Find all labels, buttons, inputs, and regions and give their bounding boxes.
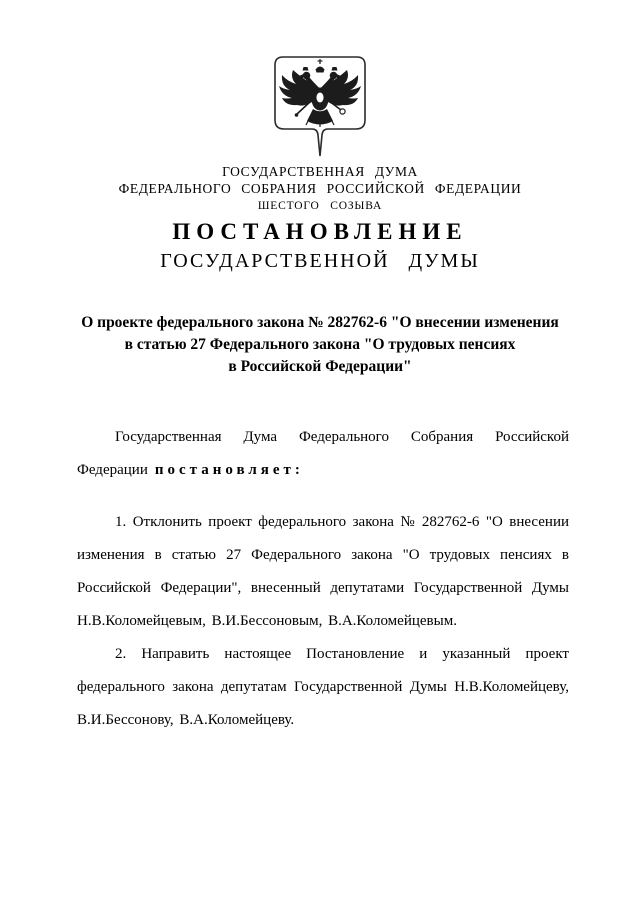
- preamble-text: Государственная Дума Федерального Собрания Российской Федерации: [77, 429, 569, 478]
- preamble-verb: постановляет:: [154, 462, 304, 478]
- resolution-item-1: 1. Отклонить проект федерального закона № 282762-6 "О внесении изменения в статью 27 Федерального закона "О трудовых пенсиях в Российской Федерации", внесенный депутатами Государственной Думы Н.В.Коломейцевым, В.И.Бессоновым, В.А.Коломейцевым.: [77, 514, 569, 629]
- subject-line-2: в статью 27 Федерального закона "О трудовых пенсиях: [124, 336, 516, 353]
- doc-type-subtitle: ГОСУДАРСТВЕННОЙ ДУМЫ: [160, 250, 480, 272]
- coat-of-arms-icon: [272, 55, 368, 159]
- organization-name-line2: ФЕДЕРАЛЬНОГО СОБРАНИЯ РОССИЙСКОЙ ФЕДЕРАЦИИ: [118, 181, 522, 196]
- subject-line-3: в Российской Федерации": [228, 358, 412, 375]
- letterhead: [0, 163, 640, 214]
- resolution-body: [77, 421, 569, 737]
- document-type-heading: [0, 218, 640, 273]
- preamble-paragraph: [77, 421, 569, 487]
- convocation-line: ШЕСТОГО СОЗЫВА: [257, 200, 383, 212]
- resolution-subject: [0, 312, 640, 378]
- organization-name-line1: ГОСУДАРСТВЕННАЯ ДУМА: [222, 164, 418, 179]
- resolution-item-2: 2. Направить настоящее Постановление и указанный проект федерального закона депутатам Государственной Думы Н.В.Коломейцеву, В.И.Бессонову, В.А.Коломейцеву.: [77, 646, 569, 728]
- doc-type-title: ПОСТАНОВЛЕНИЕ: [172, 219, 468, 244]
- subject-line-1: О проекте федерального закона № 282762-6 "О внесении изменения: [81, 314, 559, 331]
